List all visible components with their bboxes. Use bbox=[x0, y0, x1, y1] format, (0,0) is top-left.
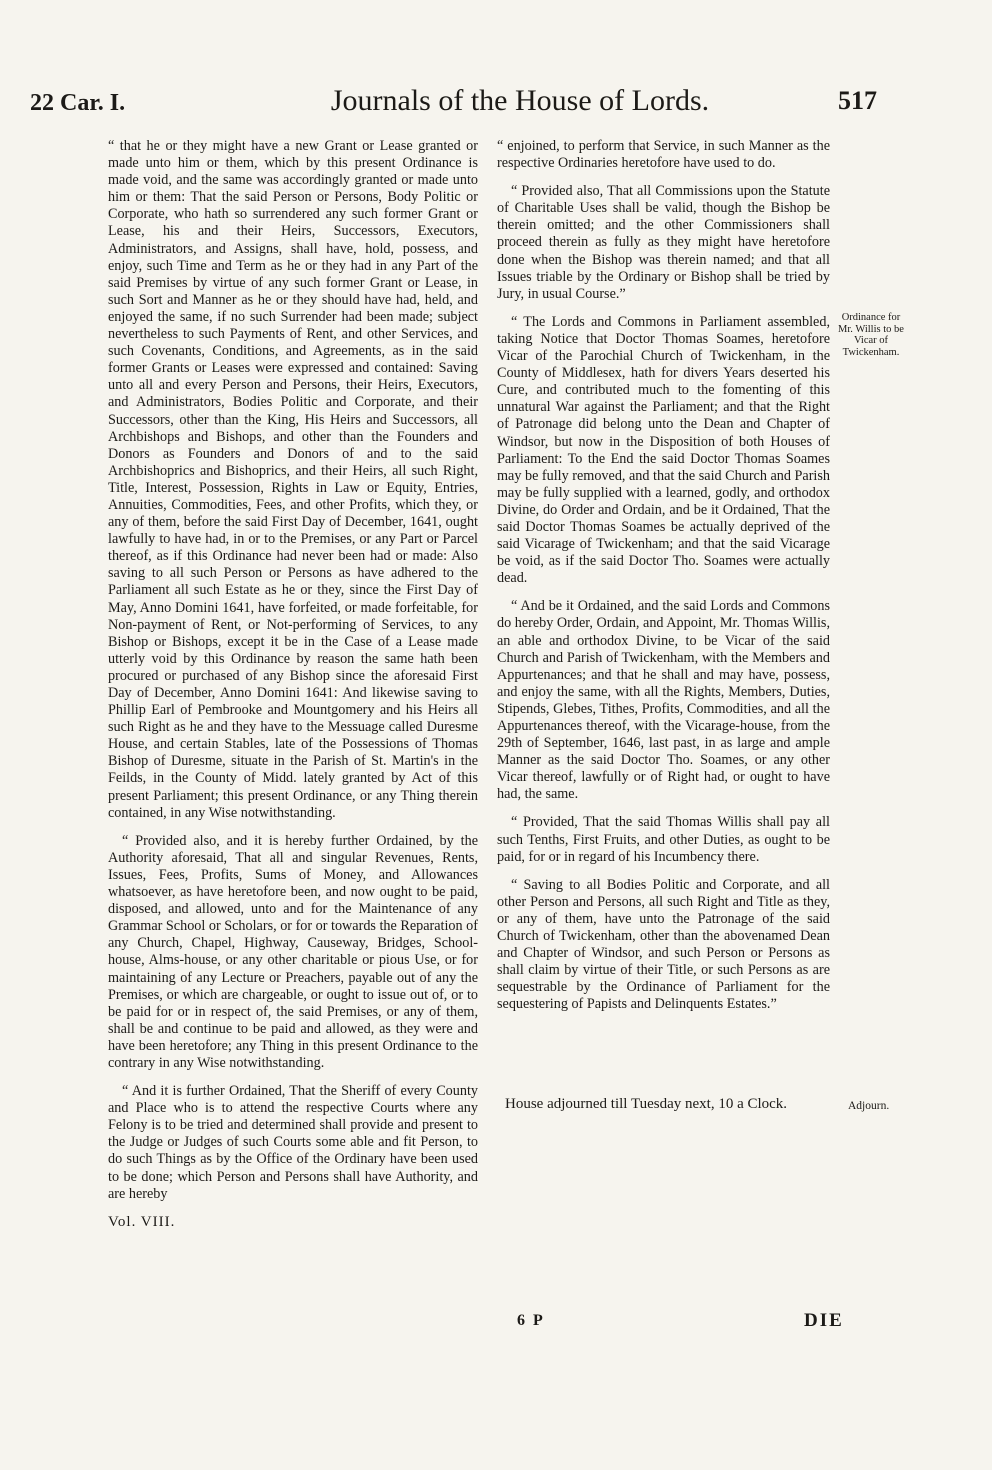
page-header bbox=[0, 72, 992, 132]
paragraph: “ Provided also, and it is hereby further Ordained, by the Authority aforesaid, That all and singular Revenues, Rents, Issues, Fees, Profits, Sums of Money, and Allowances whatsoever, as have heretofore been, and now ought to be paid, disposed, and allowed, unto and for the Maintenance of any Grammar School or Scholars, or for or towards the Reparation of any Church, Chapel, Highway, Causeway, Bridges, School-house, Alms-house, or any other charitable or pious Use, or for maintaining of any Lecture or Preachers, payable out of any the Premises, or which are chargeable, or ought to issue out of, or to be paid for or in respect of, the said Premises, or any of them, shall be and continue to be paid and allowed, as they were and have been heretofore; any Thing in this present Ordinance to the contrary in any Wise notwithstanding. bbox=[108, 832, 478, 1071]
paragraph: “ enjoined, to perform that Service, in such Manner as the respective Ordinaries heretofore have used to do. bbox=[497, 138, 830, 172]
paragraph: “ And it is further Ordained, That the Sheriff of every County and Place who is to attend the respective Courts where any Felony is to be tried and determined shall provide and present to the Judge or Judges of such Courts some able and fit Person, to do such Things as by the Office of the Ordinary have been used to be done; which Person and Persons shall have Authority, and are hereby bbox=[108, 1083, 478, 1202]
right-column bbox=[497, 138, 830, 1025]
margin-note: Ordinance for Mr. Willis to be Vicar of Twickenham. bbox=[838, 312, 904, 358]
paragraph: “ Provided, That the said Thomas Willis shall pay all such Tenths, First Fruits, and other Duties, as ought to be paid, for or in regard of his Incumbency there. bbox=[497, 814, 830, 865]
left-column bbox=[108, 138, 478, 1231]
signature-mark: 6 P bbox=[517, 1312, 545, 1329]
journal-title: Journals of the House of Lords. bbox=[330, 84, 710, 117]
adjournment-margin-note: Adjourn. bbox=[848, 1100, 890, 1112]
paragraph: “ And be it Ordained, and the said Lords and Commons do hereby Order, Ordain, and Appoint, Mr. Thomas Willis, an able and orthodox Divine, to be Vicar of the said Church and Parish of Twickenham, with the Members and Appurtenances; and that he shall and may have, possess, and enjoy the same, with all the Rights, Members, Duties, Stipends, Glebes, Tithes, Profits, Commodities, and all the Appurtenances thereof, with the Vicarage-house, from the 29th of September, 1646, last past, in as large and ample Manner as the said Doctor Tho. Soames, or any other Vicar thereof, lawfully or of Right had, or ought to have had, the same. bbox=[497, 598, 830, 803]
paragraph: “ The Lords and Commons in Parliament assembled, taking Notice that Doctor Thomas Soames, heretofore Vicar of the Parochial Church of Twickenham, in the County of Middlesex, hath for divers Years deserted his Cure, and contributed much to the fomenting of this unnatural War against the Parliament; and that the Right of Patronage did belong unto the Dean and Chapter of Windsor, but now in the Disposition of both Houses of Parliament: To the End the said Doctor Thomas Soames may be fully removed, and that the said Church and Parish may be fully supplied with a learned, godly, and orthodox Divine, do Order and Ordain, and be it Ordained, That the said Doctor Thomas Soames be actually deprived of the said Vicarage of Twickenham; and that the said Vicarage be void, as if the said Doctor Tho. Soames were actually dead. bbox=[497, 313, 830, 587]
page-number: 517 bbox=[838, 86, 877, 115]
paragraph: “ that he or they might have a new Grant or Lease granted or made unto him or them, which by this present Ordinance is made void, and the same was accordingly granted or made unto him or them: That the said Person or Persons, Body Politic or Corporate, who hath so surrendered any such former Grant or Lease, his and their Heirs, Successors, Executors, Administrators, and Assigns, shall have, hold, possess, and enjoy, such Time and Term as he or they had in any Part of the said Premises by virtue of any such former Grant or Lease, in such Sort and Manner as he or they should have had, held, and enjoyed the same, if no such Surrender had been made; subject nevertheless to such Payments of Rent, and other Services, and such Covenants, Conditions, and Agreements, as in the said former Grants or Leases were expressed and contained: Saving unto all and every Person and Persons, their Heirs, Executors, and Administrators, Bodies Politic and Corporate, and their Successors, other than the King, His Heirs and Successors, all Archbishops and Bishops, and other than the Founders and Donors as Founders and Donors of and to the said Archbishoprics and Bishoprics, and their Heirs, all such Right, Title, Interest, Possession, Rights in Law or Equity, Entries, Annuities, Commodities, Fees, and other Profits, which they, or any of them, before the said First Day of December, 1641, ought lawfully to have had, in or to the Premises, or any Part or Parcel thereof, as if this Ordinance had never been had or made: Also saving to all such Person or Persons as have adhered to the Parliament all such Estate as he or they, since the First Day of May, Anno Domini 1641, have forfeited, or made forfeitable, for Non-payment of Rent, or Not-performing of Services, to any Bishop or Bishops, except it be in the Case of a Lease made utterly void by this Ordinance by reason the same hath been procured or purchased of any Bishop since the aforesaid First Day of December, Anno Domini 1641: And likewise saving to Phillip Earl of Pembrooke and Mountgomery and his Heirs all such Right as he and they have to the Messuage called Duresme House, and certain Stables, late of the Possessions of Thomas Bishop of Duresme, situate in the Parish of St. Martin's in the Feilds, in the County of Midd. lately granted by Act of this present Parliament; this present Ordinance, or any Thing therein contained, in any Wise notwithstanding. bbox=[108, 138, 478, 821]
paragraph: “ Provided also, That all Commissions upon the Statute of Charitable Uses shall be valid, though the Bishop be therein omitted; and the other Commissioners shall proceed therein as fully as they might have heretofore done when the Bishop was therein named; and that all Issues triable by the Ordinary or Bishop shall be tried by Jury, in usual Course.” bbox=[497, 183, 830, 302]
paragraph: “ Saving to all Bodies Politic and Corporate, and all other Person and Persons, all such Right and Title as they, or any of them, have unto the Patronage of the said Church of Twickenham, other than the abovenamed Dean and Chapter of Windsor, and such Person or Persons as shall claim by virtue of their Title, or such Persons as are sequestrable by the Ordinance of Parliament for the sequestering of Papists and Delinquents Estates.” bbox=[497, 876, 830, 1013]
catchword: DIE bbox=[804, 1310, 844, 1331]
regnal-year: 22 Car. I. bbox=[30, 90, 126, 116]
volume-signature: Vol. VIII. bbox=[108, 1213, 176, 1230]
adjournment-line: House adjourned till Tuesday next, 10 a Clock. bbox=[505, 1096, 788, 1112]
